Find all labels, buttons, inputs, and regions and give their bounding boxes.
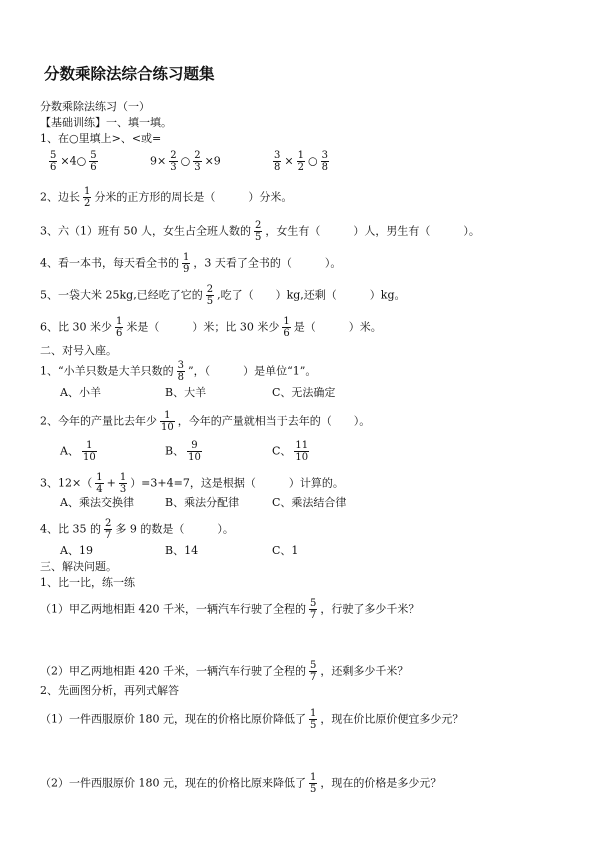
problem-1: （1）甲乙两地相距 420 千米，一辆汽车行驶了全程的 $\frac{5}{7}$ ，行驶了多少千米？	[40, 598, 420, 621]
option-a: A、乘法交换律	[60, 496, 134, 509]
fraction: $\frac{5}{7}$	[310, 660, 317, 683]
fraction: $\frac{1}{10}$	[82, 440, 96, 463]
fraction: $\frac{11}{10}$	[295, 440, 309, 463]
fraction: $\frac{2}{3}$	[194, 150, 201, 173]
q1-item-a: $\frac{5}{6}$ ×4○ $\frac{5}{6}$	[50, 150, 97, 173]
option-c: C、无法确定	[272, 386, 336, 399]
section-heading: 三、解决问题。	[40, 560, 117, 573]
sub-heading: 1、比一比，练一练	[40, 576, 135, 589]
choice-question-1: 1、“小羊只数是大羊只数的 $\frac{3}{8}$ ”，（ ）是单位“1”。	[40, 360, 317, 383]
question-5: 5、一袋大米 25kg,已经吃了它的 $\frac{2}{5}$ ,吃了（ ）kg,还剩（ ）kg。	[40, 284, 406, 307]
fraction: $\frac{3}{8}$	[274, 150, 281, 173]
fraction: $\frac{1}{6}$	[116, 316, 123, 339]
q1-item-c: $\frac{3}{8}$ × $\frac{1}{2}$ ○ $\frac{3}{8}$	[274, 150, 328, 173]
option-a: A、小羊	[60, 386, 101, 399]
option-b: B、 $\frac{9}{10}$	[165, 440, 201, 463]
choice-question-3: 3、12×（ $\frac{1}{4}$ + $\frac{1}{3}$ ）=3+4=7，这是根据（ ）计算的。	[40, 472, 344, 495]
option-b: B、14	[165, 544, 199, 557]
option-c: C、 $\frac{11}{10}$	[272, 440, 309, 463]
fraction: $\frac{2}{7}$	[105, 518, 112, 541]
question-3: 3、六（1）班有 50 人，女生占全班人数的 $\frac{2}{5}$ ，女生有（ ）人，男生有（ ）。	[40, 220, 480, 243]
choice-question-2: 2、今年的产量比去年少 $\frac{1}{10}$ ，今年的产量就相当于去年的（ ）。	[40, 410, 371, 433]
choice-question-4: 4、比 35 的 $\frac{2}{7}$ 多 9 的数是（ ）。	[40, 518, 234, 541]
option-a: A、19	[60, 544, 93, 557]
fraction: $\frac{5}{6}$	[90, 150, 97, 173]
fraction: $\frac{1}{6}$	[283, 316, 290, 339]
fraction: $\frac{5}{6}$	[50, 150, 57, 173]
subtitle: 分数乘除法练习（一）	[40, 100, 150, 113]
problem-3: （1）一件西服原价 180 元，现在的价格比原价降低了 $\frac{1}{5}$ ，现在价比原价便宜多少元？	[40, 708, 464, 731]
fraction: $\frac{9}{10}$	[188, 440, 201, 463]
page-title: 分数乘除法综合练习题集	[44, 65, 215, 83]
fraction: $\frac{5}{7}$	[310, 598, 317, 621]
problem-2: （2）甲乙两地相距 420 千米，一辆汽车行驶了全程的 $\frac{5}{7}$ ，还剩多少千米？	[40, 660, 409, 683]
fraction: $\frac{1}{9}$	[183, 252, 190, 275]
option-c: C、1	[272, 544, 299, 557]
fraction: $\frac{3}{8}$	[321, 150, 328, 173]
q1-item-b: 9× $\frac{2}{3}$ ○ $\frac{2}{3}$ ×9	[150, 150, 221, 173]
option-c: C、乘法结合律	[272, 496, 347, 509]
fraction: $\frac{1}{5}$	[310, 772, 317, 795]
problem-4: （2）一件西服原价 180 元，现在的价格比原来降低了 $\frac{1}{5}$ ，现在的价格是多少元？	[40, 772, 442, 795]
question-6: 6、比 30 米少 $\frac{1}{6}$ 米是（ ）米；比 30 米少 $\frac{1}{6}$ 是（ ）米。	[40, 316, 382, 339]
section-heading: 【基础训练】一、填一填。	[40, 116, 172, 129]
fraction: $\frac{1}{10}$	[161, 410, 174, 433]
option-b: B、大羊	[165, 386, 207, 399]
fraction: $\frac{1}{4}$	[96, 472, 103, 495]
fraction: $\frac{1}{2}$	[297, 150, 304, 173]
fraction: $\frac{1}{2}$	[84, 186, 91, 209]
option-a: A、 $\frac{1}{10}$	[60, 440, 96, 463]
fraction: $\frac{1}{5}$	[310, 708, 317, 731]
sub-heading: 2、先画图分析，再列式解答	[40, 684, 179, 697]
fraction: $\frac{2}{3}$	[170, 150, 177, 173]
fraction: $\frac{2}{5}$	[206, 284, 214, 307]
question-2: 2、边长 $\frac{1}{2}$ 分米的正方形的周长是（ ）分米。	[40, 186, 293, 209]
section-heading: 二、对号入座。	[40, 344, 117, 357]
question-1: 1、在○里填上>、<或=	[40, 132, 162, 145]
fraction: $\frac{1}{3}$	[119, 472, 127, 495]
option-b: B、乘法分配律	[165, 496, 240, 509]
fraction: $\frac{3}{8}$	[177, 360, 184, 383]
fraction: $\frac{2}{5}$	[255, 220, 262, 243]
question-4: 4、看一本书，每天看全书的 $\frac{1}{9}$ ，3 天看了全书的（ ）。	[40, 252, 342, 275]
